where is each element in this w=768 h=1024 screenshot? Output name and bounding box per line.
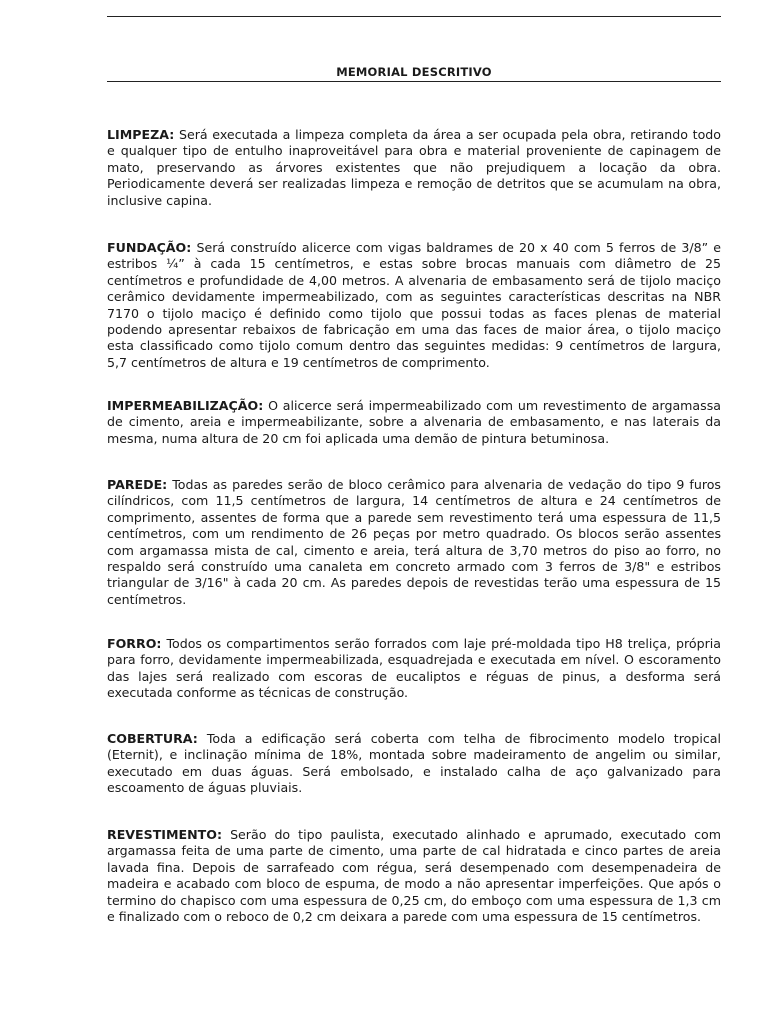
section-label: FORRO:	[107, 636, 162, 651]
section-text: Todas as paredes serão de bloco cerâmico para alvenaria de vedação do tipo 9 furos cilíndricos, com 11,5 centímetros de largura, 14 centímetros de altura e 24 centímetros de comprimento, assentes de forma que a parede sem revestimento terá uma espessura de 11,5 centímetros, com um rendimento de 26 peças por metro quadrado. Os blocos serão assentes com argamassa mista de cal, cimento e areia, terá altura de 3,70 metros do piso ao forro, no respaldo será construído uma canaleta em concreto armado com 3 ferros de 3/8" e estribos triangular de 3/16" à cada 20 cm. As paredes depois de revestidas terão uma espessura de 15 centímetros.	[107, 477, 721, 607]
section-fundacao	[107, 240, 721, 371]
section-label: LIMPEZA:	[107, 127, 175, 142]
title-underline	[107, 81, 721, 82]
section-label: COBERTURA:	[107, 731, 198, 746]
top-rule	[107, 16, 721, 17]
section-limpeza	[107, 127, 721, 209]
section-label: PAREDE:	[107, 477, 168, 492]
section-label: FUNDAÇÃO:	[107, 240, 192, 255]
section-cobertura	[107, 731, 721, 797]
section-impermeabilizacao	[107, 398, 721, 447]
section-text: Serão do tipo paulista, executado alinhado e aprumado, executado com argamassa feita de uma parte de cimento, uma parte de cal hidratada e cinco partes de areia lavada fina. Depois de sarrafeado com régua, será desempenado com desempenadeira de madeira e acabado com bloco de espuma, de modo a não apresentar imperfeições. Que após o termino do chapisco com uma espessura de 0,25 cm, do emboço com uma espessura de 1,3 cm e finalizado com o reboco de 0,2 cm deixara a parede com uma espessura de 15 centímetros.	[107, 827, 721, 925]
document-title: MEMORIAL DESCRITIVO	[336, 65, 492, 79]
section-revestimento	[107, 827, 721, 925]
section-text: Todos os compartimentos serão forrados com laje pré-moldada tipo H8 treliça, própria para forro, devidamente impermeabilizada, esquadrejada e executada em nível. O escoramento das lajes será realizado com escoras de eucaliptos e réguas de pinus, a desforma será executada conforme as técnicas de construção.	[107, 636, 721, 701]
section-parede	[107, 477, 721, 608]
section-forro	[107, 636, 721, 702]
section-label: IMPERMEABILIZAÇÃO:	[107, 398, 264, 413]
section-text: Toda a edificação será coberta com telha de fibrocimento modelo tropical (Eternit), e inclinação mínima de 18%, montada sobre madeiramento de angelim ou similar, executado em duas águas. Será embolsado, e instalado calha de aço galvanizado para escoamento de águas pluviais.	[107, 731, 721, 796]
section-label: REVESTIMENTO:	[107, 827, 223, 842]
section-text: O alicerce será impermeabilizado com um revestimento de argamassa de cimento, areia e impermeabilizante, sobre a alvenaria de embasamento, e nas laterais da mesma, numa altura de 20 cm foi aplicada uma demão de pintura betuminosa.	[107, 398, 721, 446]
section-text: Será construído alicerce com vigas baldrames de 20 x 40 com 5 ferros de 3/8” e estribos ¼” à cada 15 centímetros, e estas sobre brocas manuais com diâmetro de 25 centímetros e profundidade de 4,00 metros. A alvenaria de embasamento será de tijolo maciço cerâmico devidamente impermeabilizado, com as seguintes características descritas na NBR 7170 o tijolo maciço é definido como tijolo que possui todas as faces plenas de material podendo apresentar rebaixos de fabricação em uma das faces de maior área, o tijolo maciço esta classificado como tijolo comum dentro das seguintes medidas: 9 centímetros de largura, 5,7 centímetros de altura e 19 centímetros de comprimento.	[107, 240, 721, 370]
section-text: Será executada a limpeza completa da área a ser ocupada pela obra, retirando todo e qualquer tipo de entulho inaproveitável para obra e material proveniente de capinagem de mato, preservando as árvores existentes que não prejudiquem a locação da obra. Periodicamente deverá ser realizadas limpeza e remoção de detritos que se acumulam na obra, inclusive capina.	[107, 127, 721, 208]
